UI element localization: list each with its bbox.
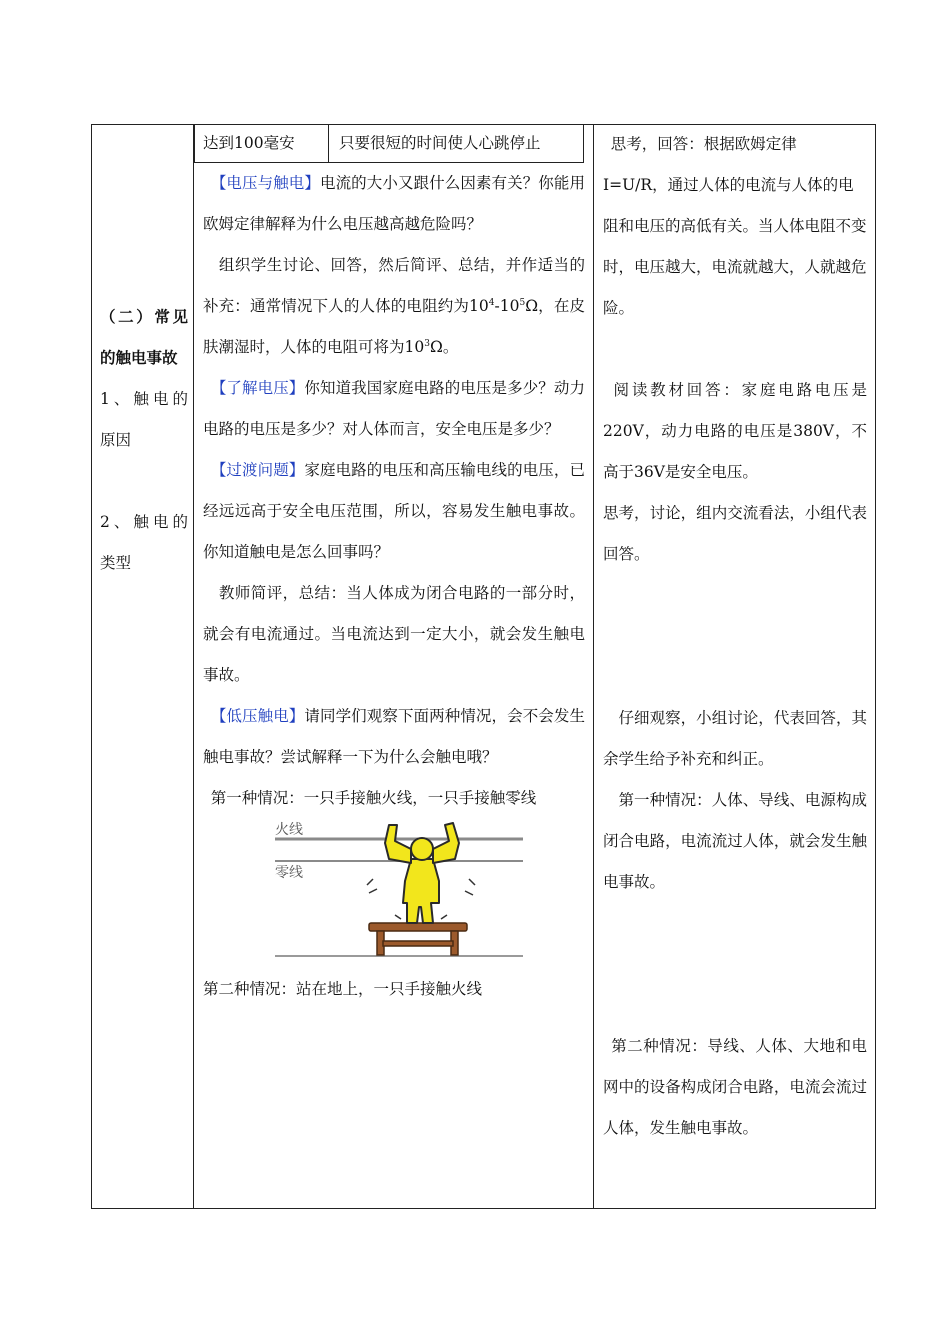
teacher-activity-column	[203, 163, 585, 1010]
know-voltage-tag: 【了解电压】	[210, 379, 305, 397]
item-1-line-1: 1、触电的	[100, 390, 188, 408]
case-1-caption: 第一种情况：一只手接触火线，一只手接触零线	[210, 789, 537, 807]
voltage-answer-paragraph: 阅读教材回答：家庭电路电压是220V，动力电路的电压是380V，不高于36V是安全电压。	[603, 381, 867, 481]
case-2-caption: 第二种情况：站在地上，一只手接触火线	[203, 980, 483, 998]
teacher-summary-paragraph: 教师简评，总结：当人体成为闭合电路的一部分时，就会有电流通过。当电流达到一定大小，就会发生触电事故。	[203, 584, 585, 684]
case-1-answer-paragraph: 第一种情况：人体、导线、电源构成闭合电路，电流流过人体，就会发生触电事故。	[603, 791, 867, 891]
section-title-line-2: 的触电事故	[100, 349, 178, 367]
current-effect-table-row	[194, 124, 584, 163]
column-divider-2	[593, 124, 594, 1209]
item-2-line-1: 2、触电的	[100, 513, 188, 531]
stool-shape	[369, 923, 467, 955]
shocked-person	[385, 823, 459, 923]
two-wire-shock-figure	[273, 819, 525, 967]
shock-illustration	[273, 819, 525, 967]
discussion-paragraph: 组织学生讨论、回答，然后简评、总结，并作适当的补充：通常情况下人的人体的电阻约为$10^4-10^5\Omega$，在皮肤潮湿时，人体的电阻可将为$10^3\Omega$。	[203, 256, 585, 356]
student-activity-column	[603, 124, 867, 1149]
transition-question-paragraph: 【过渡问题】家庭电路的电压和高压输电线的电压，已经远远高于安全电压范围，所以，容易发生触电事故。你知道触电是怎么回事吗？	[203, 461, 585, 561]
zero-wire-label: 零线	[275, 865, 303, 881]
voltage-and-shock-tag: 【电压与触电】	[210, 174, 320, 192]
fire-wire-label: 火线	[275, 822, 303, 838]
observation-answer-paragraph: 仔细观察，小组讨论，代表回答，其余学生给予补充和纠正。	[603, 709, 867, 768]
voltage-and-shock-paragraph: 【电压与触电】电流的大小又跟什么因素有关？你能用欧姆定律解释为什么电压越高越危险吗？	[203, 174, 585, 233]
ohm-law-answer-paragraph: 思考，回答：根据欧姆定律 I=U/R，通过人体的电流与人体的电阻和电压的高低有关。当人体电阻不变时，电压越大，电流就越大，人就越危险。	[603, 135, 867, 317]
section-title-line-1: （二）常见	[100, 308, 188, 326]
know-voltage-paragraph: 【了解电压】你知道我国家庭电路的电压是多少？动力电路的电压是多少？对人体而言，安全电压是多少？	[203, 379, 585, 438]
item-2-line-2: 类型	[100, 554, 132, 572]
current-value-cell: 达到100毫安	[203, 134, 295, 152]
effect-cell: 只要很短的时间使人心跳停止	[339, 134, 541, 152]
case-2-answer-paragraph: 第二种情况：导线、人体、大地和电网中的设备构成闭合电路，电流会流过人体，发生触电事故。	[603, 1037, 867, 1137]
section-label-column	[100, 297, 188, 584]
transition-question-tag: 【过渡问题】	[210, 461, 305, 479]
item-1-line-2: 原因	[100, 431, 132, 449]
column-divider-1	[193, 124, 194, 1209]
group-discussion-paragraph: 思考，讨论，组内交流看法，小组代表回答。	[603, 504, 867, 563]
low-voltage-shock-tag: 【低压触电】	[210, 707, 305, 725]
low-voltage-shock-paragraph: 【低压触电】请同学们观察下面两种情况，会不会发生触电事故？尝试解释一下为什么会触电哦？	[203, 707, 585, 766]
